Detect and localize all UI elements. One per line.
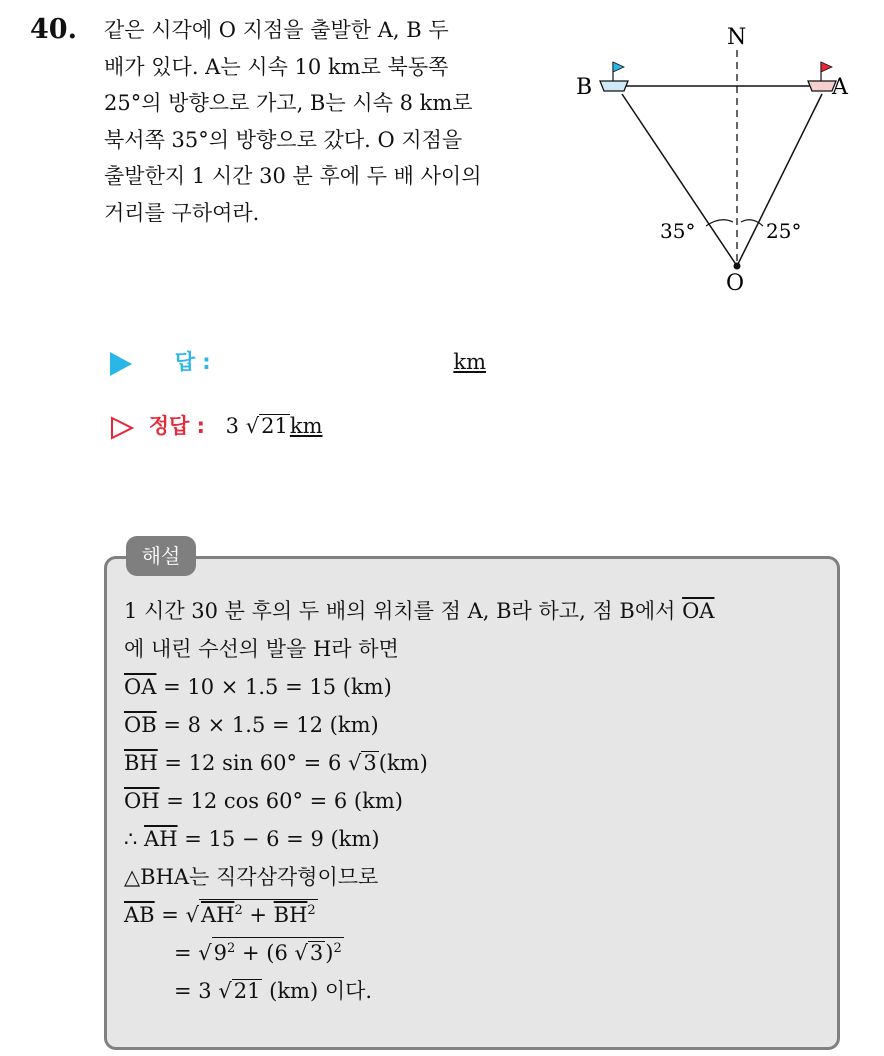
question-line: 북서쪽 35°의 방향으로 갔다. O 지점을 [104,127,463,152]
radicand: 3 [309,941,324,965]
answer-row [110,346,486,376]
therefore-symbol: ∴ [124,827,145,851]
sqrt-sign: √ [294,941,308,965]
answer-label: 답 : [174,350,211,374]
exponent: 2 [333,941,342,956]
segment-label: $\overline{AH}$ [144,827,178,851]
sol-text: (km) [378,751,428,775]
question-line: 거리를 구하여라. [104,200,260,225]
sol-text: + [242,903,274,927]
sol-text: = 10 × 1.5 = 15 (km) [156,675,392,699]
sol-text: 9 [213,941,228,965]
sol-text: = [174,941,199,965]
solution-content [124,592,714,1010]
solution-line [124,782,714,820]
solution-line [124,972,714,1010]
sqrt-sign: √ [245,414,260,438]
sol-text: = 12 cos 60° = 6 (km) [159,789,403,813]
correct-radicand: 21 [261,414,288,438]
sol-text: = 12 sin 60° = 6 [157,751,348,775]
exponent: 2 [234,903,243,918]
segment-label: $\overline{OH}$ [124,789,160,813]
solution-line [124,896,714,934]
correct-unit: km [289,414,323,438]
segment-label: $\overline{OB}$ [124,713,157,737]
ship-a-flag [821,62,832,72]
ships-diagram [560,14,860,304]
question-number: 40. [30,14,77,45]
exponent: 2 [307,903,316,918]
question-line: 25°의 방향으로 가고, B는 시속 8 km로 [104,91,473,115]
sol-text: 3 [198,979,219,1003]
play-icon [110,352,132,376]
solution-line [124,592,714,630]
correct-answer-row [110,410,322,440]
radicand [199,899,318,926]
segment-label: $\overline{BH}$ [273,903,308,927]
sqrt-sign: √ [185,903,199,927]
solution-line: 에 내린 수선의 발을 H라 하면 [124,637,399,661]
label-a: A [832,75,848,100]
label-n: N [727,25,747,50]
question-line: 배가 있다. A는 시속 10 km로 북동쪽 [104,54,449,79]
segment-label: AH [200,903,235,927]
solution-line [124,706,714,744]
sol-text: (km) 이다. [262,979,373,1003]
sqrt-sign: √ [218,979,232,1003]
solution-line [124,744,714,782]
segment-label: $\overline{AB}$ [124,903,155,927]
sol-text: ) [325,941,334,965]
sol-text: = 15 − 6 = 9 (km) [177,827,380,851]
exponent: 2 [227,941,236,956]
sol-text: = [154,903,186,927]
sqrt-sign: √ [198,941,212,965]
radicand: 3 [363,751,377,775]
answer-unit: km [453,350,487,374]
solution-line: △BHA는 직각삼각형이므로 [124,865,379,889]
segment-label: $\overline{OA}$ [124,675,157,699]
solution-line [124,668,714,706]
sol-text: = [174,979,199,1003]
question-line: 같은 시각에 O 지점을 출발한 A, B 두 [104,18,449,42]
angle-25: 25° [766,219,802,243]
segment-label: $\overline{BH}$ [124,751,158,775]
sol-text: 1 시간 30 분 후의 두 배의 위치를 점 A, B라 하고, 점 B에서 [124,599,683,623]
label-b: B [576,75,593,100]
sqrt-sign: √ [348,751,362,775]
ship-b [600,62,628,91]
angle-35: 35° [660,219,696,243]
radicand [212,937,344,964]
play-outline-icon [110,416,134,440]
label-o: O [726,271,745,296]
solution-line [124,934,714,972]
question-text [104,12,554,231]
solution-line [124,820,714,858]
sol-text: = 8 × 1.5 = 12 (km) [156,713,379,737]
solution-tab: 해설 [126,536,196,576]
sol-text: + (6 [235,941,295,965]
ship-b-hull [600,81,628,91]
point-o [734,263,741,270]
correct-coef: 3 [225,414,240,438]
segment-oa-label: $\overline{OA}$ [682,599,715,623]
question-line: 출발한지 1 시간 30 분 후에 두 배 사이의 [104,164,482,188]
ship-b-flag [613,62,624,72]
radicand: 21 [233,979,261,1003]
correct-label: 정답 : [148,414,205,438]
